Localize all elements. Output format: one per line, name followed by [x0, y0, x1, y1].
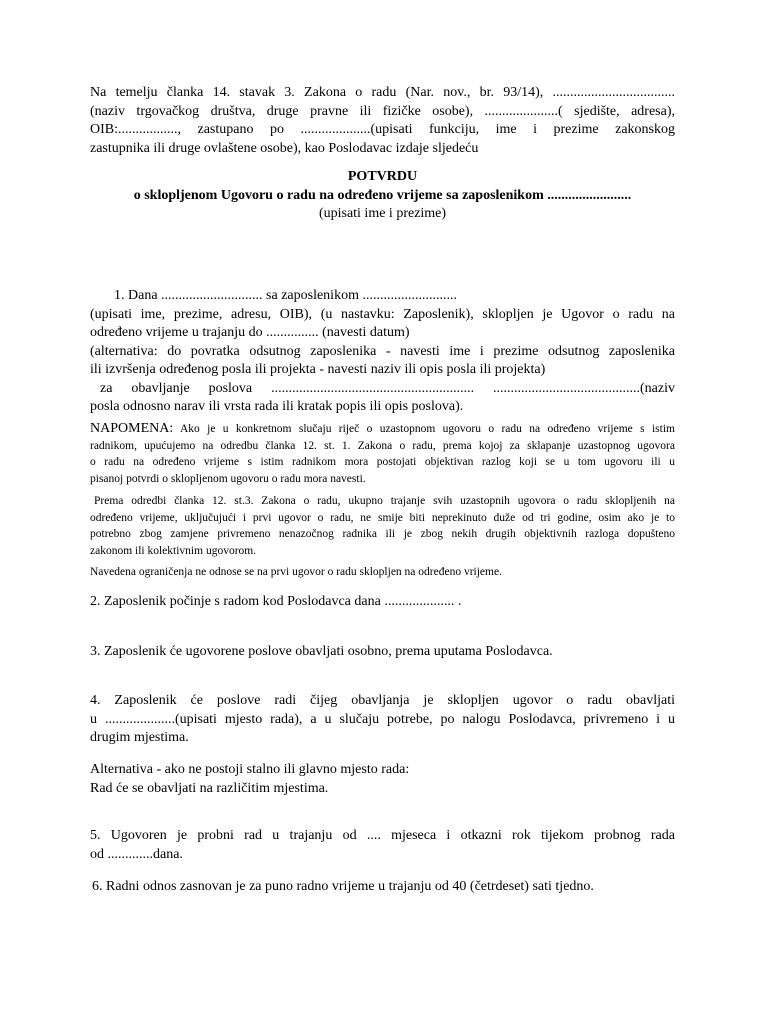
- legal-note-line: određeno vrijeme, uključujući i prvi ugovor o radu, ne smije biti neprekinuto duže od tri godine, osim ako je to: [90, 511, 675, 524]
- item-6: 6. Radni odnos zasnovan je za puno radno vrijeme u trajanju od 40 (četrdeset) sati tjedno.: [92, 879, 594, 894]
- item-4-line: u ....................(upisati mjesto rada), a u slučaju potrebe, po nalogu Poslodavca, privremeno i u: [90, 711, 675, 727]
- napomena-label: NAPOMENA:: [90, 421, 174, 436]
- item-5: [90, 827, 675, 864]
- item-1-line: ili izvršenja određenog posla ili projekta - navesti naziv ili opis posla ili projekta): [90, 362, 546, 377]
- item-4-line: drugim mjestima.: [90, 730, 189, 745]
- limitation-note: Navedena ograničenja ne odnose se na prvi ugovor o radu sklopljen na određeno vrijeme.: [90, 566, 502, 578]
- item-3: 3. Zaposlenik će ugovorene poslove obavljati osobno, prema uputama Poslodavca.: [90, 644, 553, 659]
- legal-note: [90, 493, 675, 559]
- title-heading: POTVRDU: [347, 169, 418, 184]
- alternative-note: [90, 761, 675, 798]
- title-note: (upisati ime i prezime): [318, 206, 447, 221]
- title-subheading: o sklopljenom Ugovoru o radu na određeno vrijeme sa zaposlenikom ........................: [133, 187, 632, 203]
- item-1-line: za obavljanje poslova .......................................................... ..........................................(naziv: [100, 380, 675, 396]
- napomena-note: [90, 421, 675, 487]
- napomena-line: Ako je u konkretnom slučaju riječ o uzastopnom ugovoru o radu na određeno vrijeme s istim: [173, 423, 675, 435]
- item-5-line: 5. Ugovoren je probni rad u trajanju od .... mjeseca i otkazni rok tijekom probnog rada: [90, 828, 675, 843]
- napomena-line: pisanoj potvrdi o sklopljenom ugovoru o radu mora navesti.: [90, 472, 366, 485]
- napomena-line: o radu na određeno vrijeme s istim radnikom mora postojati objektivan razlog koji se u tom ugovoru ili u: [90, 456, 675, 468]
- intro-line: OIB:................., zastupano po ....................(upisati funkciju, ime i prezime zakonskog: [90, 122, 675, 137]
- intro-line: (naziv trgovačkog društva, druge pravne ili fizičke osobe), .....................( sjedište, adresa),: [90, 103, 675, 119]
- item-4-line: 4. Zaposlenik će poslove radi čijeg obavljanja je sklopljen ugovor o radu obavljati: [90, 693, 675, 708]
- item-1-line: 1. Dana ............................. sa zaposlenikom ...........................: [114, 288, 457, 303]
- item-1: [90, 287, 675, 417]
- item-4: [90, 692, 675, 748]
- legal-note-line: Prema odredbi članka 12. st.3. Zakona o radu, ukupno trajanje svih uzastopnih ugovora o radu sklopljenih na: [94, 495, 675, 507]
- item-1-line: (alternativa: do povratka odsutnog zaposlenika - navesti ime i prezime odsutnog zaposlenika: [90, 343, 675, 359]
- item-2: 2. Zaposlenik počinje s radom kod Poslodavca dana .................... .: [90, 594, 462, 609]
- legal-note-line: zakonom ili kolektivnim ugovorom.: [90, 544, 257, 557]
- item-1-line: (upisati ime, prezime, adresu, OIB), (u nastavku: Zaposlenik), sklopljen je Ugovor o radu na: [90, 306, 675, 322]
- item-1-line: posla odnosno narav ili vrsta rada ili kratak popis ili opis poslova).: [90, 399, 464, 414]
- intro-line: zastupnika ili druge ovlaštene osobe), kao Poslodavac izdaje sljedeću: [90, 140, 479, 156]
- item-5-line: od .............dana.: [90, 846, 183, 862]
- intro-paragraph: [90, 84, 675, 158]
- item-1-line: određeno vrijeme u trajanju do ............... (navesti datum): [90, 325, 410, 340]
- legal-note-line: potrebno zbog zamjene privremeno nenazočnog radnika ili je zbog nekih drugih objektivnih razloga dopušteno: [90, 528, 675, 540]
- intro-line: Na temelju članka 14. stavak 3. Zakona o radu (Nar. nov., br. 93/14), ...................................: [90, 85, 675, 100]
- alternative-line: Alternativa - ako ne postoji stalno ili glavno mjesto rada:: [90, 762, 410, 777]
- napomena-line: radnikom, upućujemo na odredbu članka 12. st. 1. Zakona o radu, prema kojoj za sklapanje uzastopnog ugovora: [90, 439, 675, 452]
- alternative-line: Rad će se obavljati na različitim mjestima.: [90, 780, 329, 796]
- document-title: [90, 168, 675, 224]
